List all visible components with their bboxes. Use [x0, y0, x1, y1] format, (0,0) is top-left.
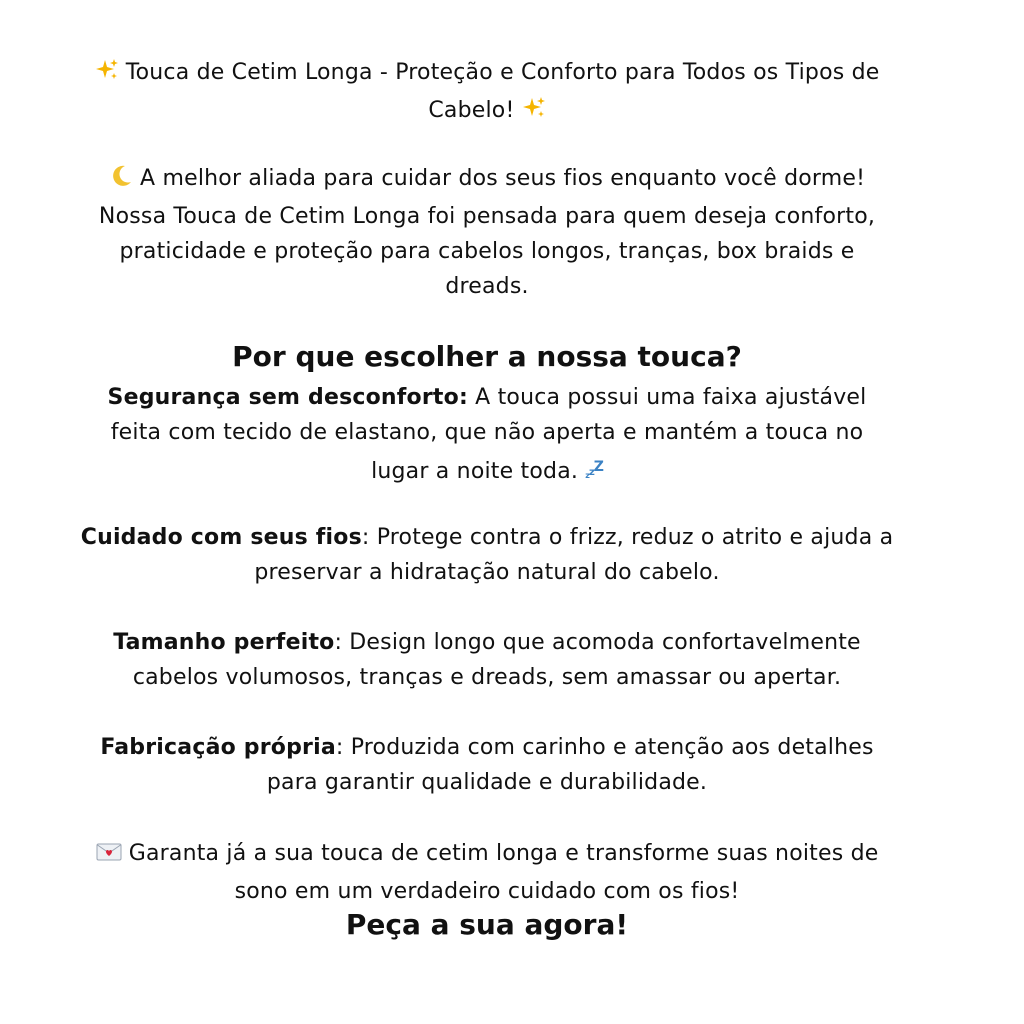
feature-item — [80, 380, 894, 493]
cta-text: Peça a sua agora! — [345, 908, 629, 941]
closing-text: Garanta já a sua touca de cetim longa e transforme suas noites de sono em um verdadeiro cuidado com os fios! — [128, 841, 879, 904]
feature-item — [80, 520, 894, 590]
intro-paragraph — [80, 161, 894, 304]
closing-paragraph — [80, 836, 894, 909]
feature-title: Segurança sem desconforto: — [107, 385, 468, 410]
feature-text: : Design longo que acomoda confortavelmente cabelos volumosos, tranças e dreads, sem amassar ou apertar. — [132, 630, 861, 690]
feature-item — [80, 625, 894, 695]
intro-title — [80, 55, 894, 131]
feature-title: Tamanho perfeito — [113, 630, 335, 655]
sparkles-icon — [522, 96, 546, 131]
feature-text: : Protege contra o frizz, reduz o atrito e ajuda a preservar a hidratação natural do cabelo. — [254, 525, 894, 585]
sparkles-icon — [95, 58, 119, 93]
feature-text: : Produzida com carinho e atenção aos detalhes para garantir qualidade e durabilidade. — [266, 735, 874, 795]
crescent-moon-icon — [109, 164, 133, 199]
intro-paragraph-text: A melhor aliada para cuidar dos seus fios enquanto você dorme! Nossa Touca de Cetim Longa foi pensada para quem deseja conforto, praticidade e proteção para cabelos longos, tranças, box braids e dreads. — [98, 166, 876, 299]
feature-text: A touca possui uma faixa ajustável feita com tecido de elastano, que não aperta e mantém a touca no lugar a noite toda. — [110, 385, 867, 484]
feature-title: Fabricação própria — [100, 735, 336, 760]
feature-item — [80, 730, 894, 800]
love-letter-icon — [96, 839, 122, 874]
intro-title-text: Touca de Cetim Longa - Proteção e Conforto para Todos os Tipos de Cabelo! — [125, 60, 880, 123]
zzz-icon: $_z$zZ — [585, 459, 603, 480]
feature-title: Cuidado com seus fios — [80, 525, 362, 550]
section-heading: Por que escolher a nossa touca? — [232, 340, 742, 373]
